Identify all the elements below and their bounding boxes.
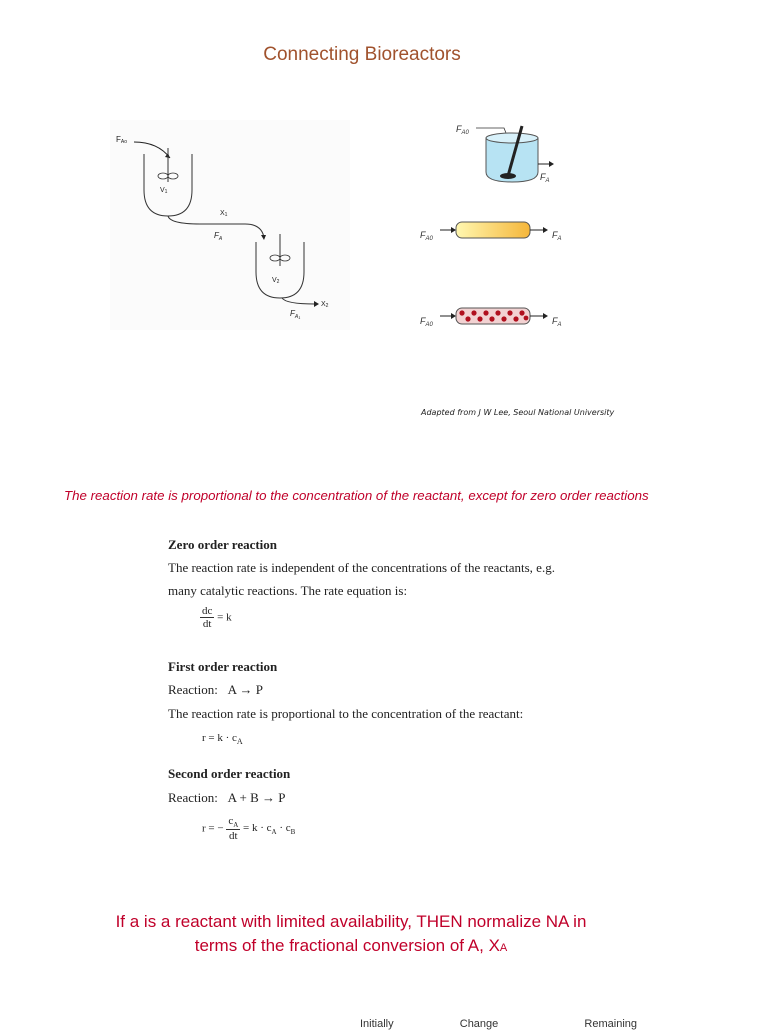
first-order-line: The reaction rate is proportional to the concentration of the reactant:	[168, 706, 524, 721]
first-order-equation: $r = k \cdot c_A$	[202, 732, 243, 747]
normalize-statement	[0, 910, 702, 960]
fa1-label: $F_A$	[214, 231, 223, 242]
zero-order-line2: many catalytic reactions. The rate equation is:	[168, 583, 408, 598]
pbr-fa-label: $F_A$	[552, 316, 562, 328]
pfr-fa-label: $F_A$	[552, 230, 562, 242]
second-order-heading: Second order reaction	[168, 766, 291, 781]
x1-label: X1	[220, 210, 228, 218]
second-order-reaction: Reaction: A + B → P	[168, 790, 286, 805]
zero-order-equation: $\frac{dc}{dt}$ = k	[202, 605, 232, 630]
col-change: Change	[459, 1018, 499, 1030]
table-header-cutoff	[360, 1018, 637, 1030]
image-caption: Adapted from J W Lee, Seoul National University	[421, 408, 615, 417]
zero-order-line1: The reaction rate is independent of the concentrations of the reactants, e.g.	[168, 560, 555, 575]
col-remaining: Remaining	[584, 1018, 638, 1030]
packed-bed-tube	[456, 308, 530, 324]
pbr-fa0-label: $F_{A0}$	[420, 316, 433, 328]
zero-order-heading: Zero order reaction	[168, 537, 278, 552]
first-order-reaction: Reaction: A → P	[168, 682, 263, 697]
cstr-fa-label: $F_A$	[540, 172, 550, 184]
series-bioreactor-diagram	[110, 120, 350, 330]
v1-label: V1	[160, 187, 168, 195]
pfr-tube	[456, 222, 530, 238]
feed-label: FAo	[116, 135, 128, 145]
normalize-line-2: terms of the fractional conversion of A, XA	[194, 936, 508, 955]
second-order-equation: r = − $\frac{c_A}{dt}$ = $k \cdot c_A \cdot c_B$	[202, 815, 296, 843]
page-title: Connecting Bioreactors	[263, 44, 461, 65]
pfr-fa0-label: $F_{A0}$	[420, 230, 433, 242]
rate-statement: The reaction rate is proportional to the concentration of the reactant, except for zero order reactions	[64, 488, 649, 503]
reactor-types-diagram	[414, 118, 584, 338]
v2-label: V2	[272, 277, 280, 285]
cstr-fa0-label: $F_{A0}$	[456, 124, 469, 136]
first-order-heading: First order reaction	[168, 659, 278, 674]
normalize-line-1: If a is a reactant with limited availability, THEN normalize NA in	[115, 912, 587, 931]
col-initially: Initially	[360, 1018, 394, 1030]
fa2-label: $F_A1$	[290, 309, 301, 320]
x2-label: X2	[321, 301, 329, 309]
